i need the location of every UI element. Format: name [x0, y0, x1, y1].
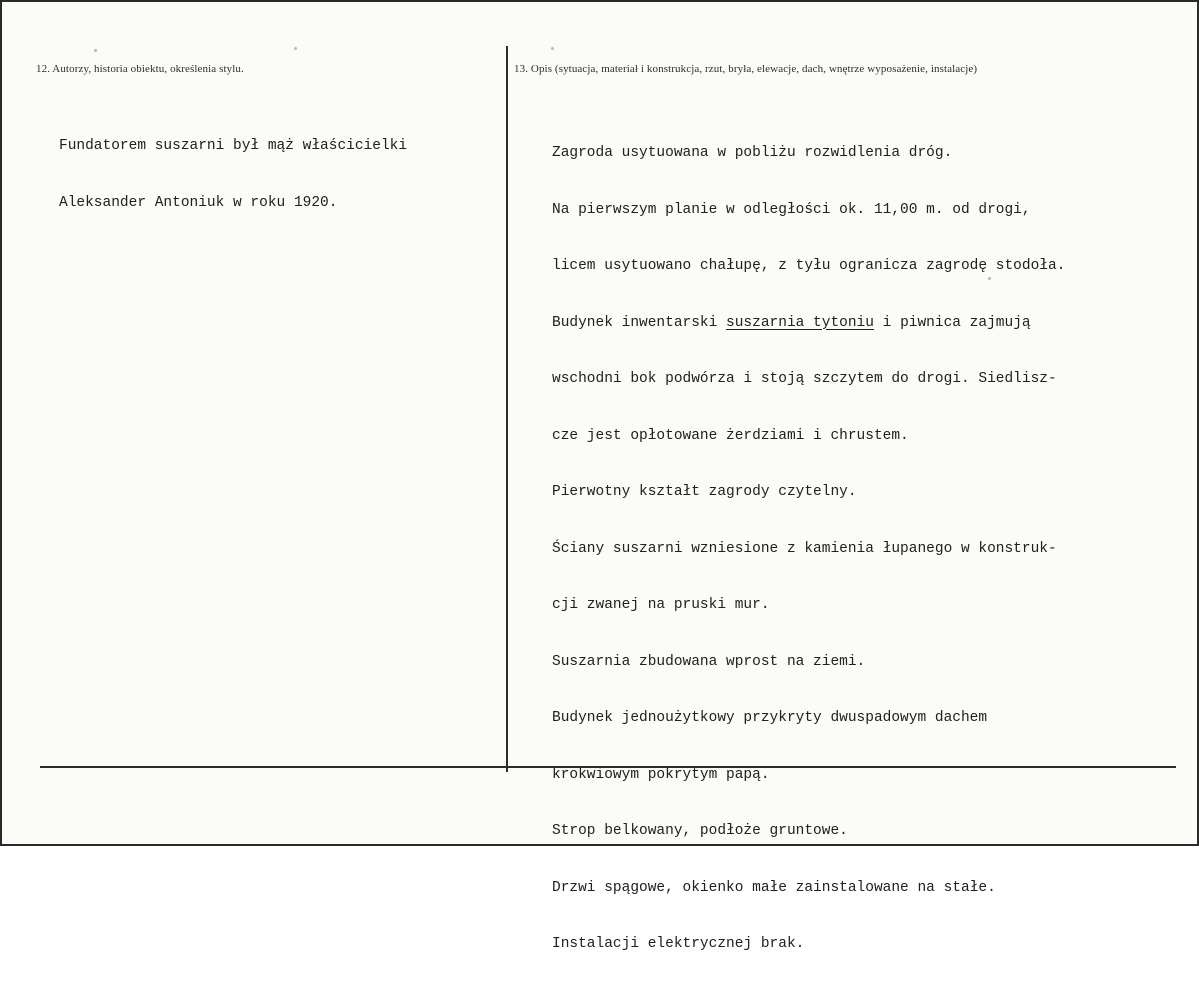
typed-line — [552, 311, 1065, 336]
typed-line: Pierwotny kształt zagrody czytelny. — [552, 484, 857, 500]
section-12-typed-text — [59, 102, 407, 247]
typed-line: Strop belkowany, podłoże gruntowe. — [552, 823, 848, 839]
typed-line: Ściany suszarni wzniesione z kamienia łupanego w konstruk- — [552, 540, 1057, 557]
typed-line: cze jest opłotowane żerdziami i chrustem. — [552, 427, 909, 444]
section-13-typed-text — [552, 109, 1065, 989]
section-13-header: 13. Opis (sytuacja, materiał i konstrukcja, rzut, bryła, elewacje, dach, wnętrze wyposażenie, instalacje) — [514, 63, 978, 75]
typed-line: Fundatorem suszarni był mąż właścicielki — [59, 138, 408, 154]
typed-line: Aleksander Antoniuk w roku 1920. — [59, 194, 338, 211]
scan-speck — [94, 49, 97, 52]
typed-line: Budynek jednoużytkowy przykryty dwuspadowym dachem — [552, 710, 988, 726]
section-12-header: 12. Autorzy, historia obiektu, określenia stylu. — [36, 63, 244, 75]
typed-line: Zagroda usytuowana w pobliżu rozwidlenia dróg. — [552, 145, 953, 161]
scan-speck — [551, 47, 554, 50]
typed-line: licem usytuowano chałupę, z tyłu ogranicza zagrodę stodoła. — [552, 258, 1066, 274]
typed-line: Na pierwszym planie w odległości ok. 11,00 m. od drogi, — [552, 201, 1031, 218]
typed-line: cji zwanej na pruski mur. — [552, 597, 770, 613]
column-divider — [506, 46, 508, 772]
typed-line-text: i piwnica zajmują — [873, 314, 1031, 331]
typed-line: krokwiowym pokrytym papą. — [552, 766, 770, 783]
typed-line-text: Budynek inwentarski — [552, 314, 727, 331]
typed-line: Suszarnia zbudowana wprost na ziemi. — [552, 653, 866, 670]
scan-speck — [294, 47, 297, 50]
typed-line: Drzwi spągowe, okienko małe zainstalowane na stałe. — [552, 879, 996, 896]
typed-line: Instalacji elektrycznej brak. — [552, 936, 805, 952]
typed-line: wschodni bok podwórza i stoją szczytem do drogi. Siedlisz- — [552, 371, 1057, 387]
underlined-phrase: suszarnia tytoniu — [726, 314, 874, 331]
